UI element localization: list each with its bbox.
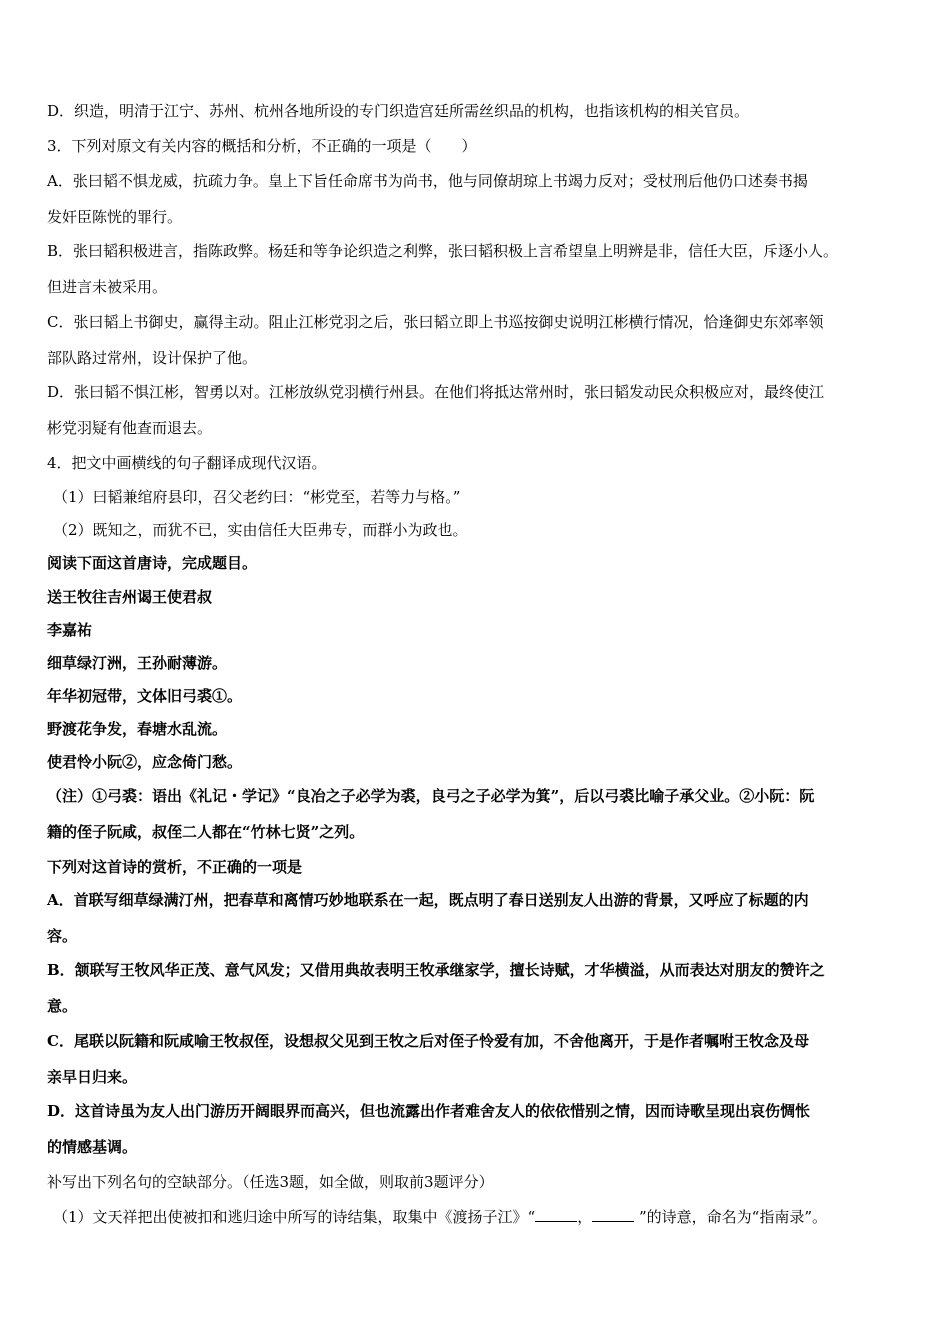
poem-instruction: 阅读下面这首唐诗，完成题目。 bbox=[47, 554, 258, 572]
fill-item-1-separator: ， bbox=[577, 1208, 593, 1226]
q4-stem: 4．把文中画横线的句子翻译成现代汉语。 bbox=[47, 454, 327, 472]
poem-option-b-cont: 意。 bbox=[47, 997, 78, 1015]
q3-option-b: B．张曰韬积极进言，指陈政弊。杨廷和等争论织造之利弊，张曰韬积极上言希望皇上明辨是非，信任大臣，斥逐小人。 bbox=[47, 242, 839, 260]
q4-item-2: （2）既知之，而犹不已，实由信任大臣弗专，而群小为政也。 bbox=[53, 521, 468, 539]
poem-question: 下列对这首诗的赏析，不正确的一项是 bbox=[47, 858, 303, 876]
answer-blank[interactable] bbox=[592, 1207, 634, 1222]
poem-option-a: A．首联写细草绿满汀州，把春草和离情巧妙地联系在一起，既点明了春日送别友人出游的背景，又呼应了标题的内 bbox=[47, 891, 809, 909]
q3-stem: 3．下列对原文有关内容的概括和分析，不正确的一项是（ ） bbox=[47, 137, 477, 155]
poem-option-c-cont: 亲早日归来。 bbox=[47, 1068, 138, 1086]
poem-note: （注）①弓裘：语出《礼记・学记》“良冶之子必学为裘，良弓之子必学为箕”，后以弓裘比喻子承父业。②小阮：阮 bbox=[47, 787, 815, 805]
poem-option-d: D．这首诗虽为友人出门游历开阔眼界而高兴，但也流露出作者难舍友人的依依惜别之情，因而诗歌呈现出哀伤惆怅 bbox=[47, 1102, 811, 1120]
poem-title: 送王牧往吉州谒王使君叔 bbox=[47, 588, 213, 606]
q4-item-1: （1）曰韬兼绾府县印，召父老约曰：“彬党至，若等力与格。” bbox=[53, 488, 461, 506]
q3-option-d: D．张曰韬不惧江彬，智勇以对。江彬放纵党羽横行州县。在他们将抵达常州时，张曰韬发动民众积极应对，最终使江 bbox=[47, 383, 825, 401]
q3-option-c-cont: 部队路过常州，设计保护了他。 bbox=[47, 349, 258, 367]
poem-line-2: 年华初冠带，文体旧弓裘①。 bbox=[47, 687, 243, 705]
answer-blank[interactable] bbox=[535, 1207, 577, 1222]
fill-item-1-prefix: （1）文天祥把出使被扣和逃归途中所写的诗结集，取集中《渡扬子江》“ bbox=[53, 1208, 536, 1226]
poem-option-b: B．颔联写王牧风华正茂、意气风发；又借用典故表明王牧承继家学，擅长诗赋，才华横溢，从而表达对朋友的赞许之 bbox=[47, 961, 825, 979]
poem-note-cont: 籍的侄子阮咸，叔侄二人都在“竹林七贤”之列。 bbox=[47, 823, 365, 841]
poem-line-3: 野渡花争发，春塘水乱流。 bbox=[47, 720, 228, 738]
fill-instruction: 补写出下列名句的空缺部分。（任选3题，如全做，则取前3题评分） bbox=[47, 1173, 494, 1191]
q3-option-a-cont: 发奸臣陈恍的罪行。 bbox=[47, 208, 183, 226]
poem-author: 李嘉祐 bbox=[47, 621, 93, 639]
fill-item-1 bbox=[53, 1207, 827, 1227]
poem-option-c: C．尾联以阮籍和阮咸喻王牧叔侄，设想叔父见到王牧之后对侄子怜爱有加，不舍他离开，于是作者嘱咐王牧念及母 bbox=[47, 1032, 809, 1050]
q3-option-c: C．张曰韬上书御史，赢得主动。阻止江彬党羽之后，张曰韬立即上书巡按御史说明江彬横行情况，恰逢御史东郊率领 bbox=[47, 313, 824, 331]
poem-option-d-cont: 的情感基调。 bbox=[47, 1138, 138, 1156]
q3-option-b-cont: 但进言未被采用。 bbox=[47, 278, 168, 296]
q3-option-a: A．张曰韬不惧龙威，抗疏力争。皇上下旨任命席书为尚书，他与同僚胡琼上书竭力反对；受杖刑后他仍口述奏书揭 bbox=[47, 172, 808, 190]
fill-item-1-suffix: ”的诗意，命名为“指南录”。 bbox=[634, 1208, 828, 1226]
poem-line-1: 细草绿汀洲，王孙耐薄游。 bbox=[47, 654, 228, 672]
q3-option-d-cont: 彬党羽疑有他查而退去。 bbox=[47, 419, 213, 437]
q2-option-d: D．织造，明清于江宁、苏州、杭州各地所设的专门织造宫廷所需丝织品的机构，也指该机构的相关官员。 bbox=[47, 102, 750, 120]
poem-option-a-cont: 容。 bbox=[47, 927, 78, 945]
poem-line-4: 使君怜小阮②，应念倚门愁。 bbox=[47, 753, 243, 771]
